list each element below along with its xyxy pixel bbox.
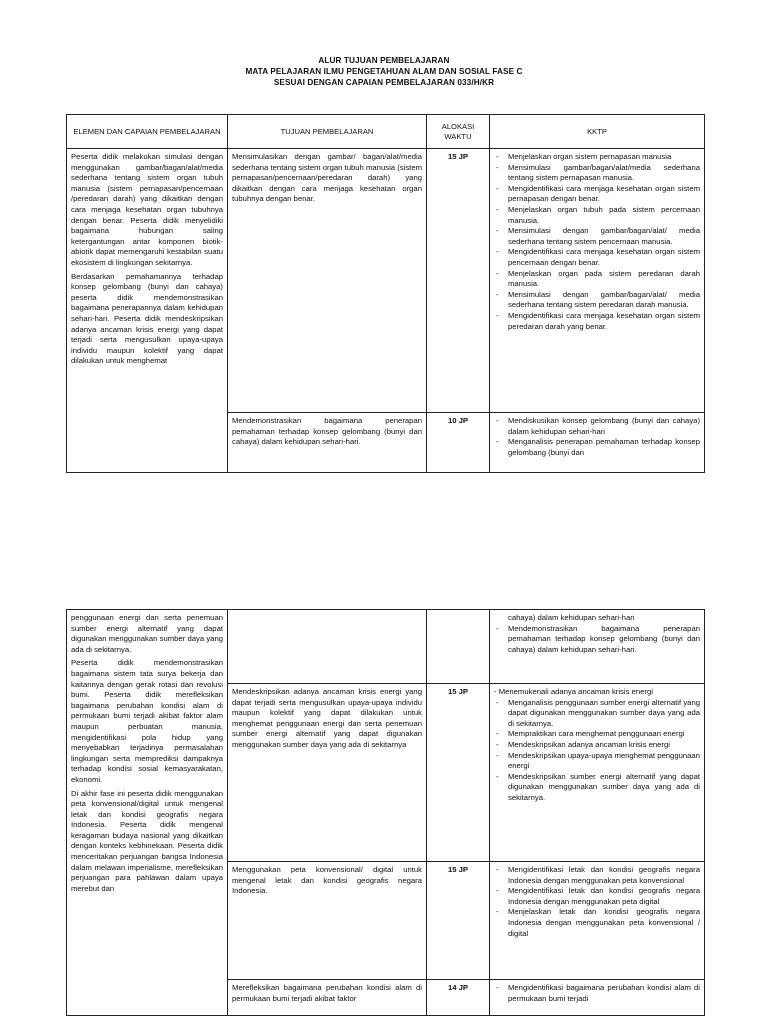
- tujuan-cell-empty: [228, 610, 427, 684]
- alokasi-cell: 10 JP: [427, 413, 490, 473]
- kktp-item: - Mendemonstrasikan bagaimana penerapan pemahaman terhadap konsep gelombang (bunyi dan cahaya) dalam kehidupan sehari-hari.: [494, 624, 700, 656]
- kktp-item: - Menjelaskan organ tubuh pada sistem percernaan manusia.: [494, 205, 700, 226]
- document-title: ALUR TUJUAN PEMBELAJARAN: [318, 56, 450, 65]
- kktp-lead-item: - Menemukenali adanya ancaman krisis energi: [494, 687, 653, 696]
- tujuan-cell: Mendemonstrasikan bagaimana penerapan pemahaman terhadap konsep gelombang (bunyi dan cahaya) dalam kehidupan sehari-hari.: [228, 413, 427, 473]
- kktp-item: - Mensimulasi dengan gambar/bagan/alat/ media sederhana tentang sistem peredaran darah manusia.: [494, 290, 700, 311]
- tujuan-cell: Mensimulasikan dengan gambar/ bagan/alat/media sederhana tentang sistem organ tubuh manusia (sistem pernapasan/pencernaan/peredaran darah) yang dikaitkan dengan cara menjaga kesehatan organ tubuhnya dengan benar.: [228, 149, 427, 413]
- alokasi-cell-empty: [427, 610, 490, 684]
- alokasi-cell: 14 JP: [427, 980, 490, 1016]
- col-header-elemen: ELEMEN DAN CAPAIAN PEMBELAJARAN: [67, 115, 228, 149]
- kktp-item: - Menjelaskan organ pada sistem peredaran darah manusia.: [494, 269, 700, 290]
- learning-path-table-page1: [66, 114, 705, 473]
- elemen-paragraph: Peserta didik mendemonstrasikan bagaimana sistem tata surya bekerja dan kaitannya dengan gerak rotasi dan revolusi bumi. Peserta didik merefleksikan bagaimana perubahan kondisi alam di permukaan bumi terjadi akibat faktor alam maupun perbuatan manusia, mengidentifikasi pola hidup yang menyebabkan terjadinya permasalahan lingkungan serta memprediksi dampaknya terhadap kondisi sosial kemasyarakatan, ekonomi.: [71, 658, 223, 784]
- kktp-cell: [490, 610, 705, 684]
- kktp-cell: [490, 684, 705, 862]
- document-subtitle: MATA PELAJARAN ILMU PENGETAHUAN ALAM DAN SOSIAL FASE C: [245, 67, 523, 76]
- kktp-item: - Mendeskripsikan sumber energi alternatif yang dapat digunakan menggunakan sumber daya yang ada di sekitarnya.: [494, 772, 700, 804]
- elemen-paragraph: Di akhir fase ini peserta didik menggunakan peta konvensional/digital untuk mengenal letak dan kondisi geografis negara Indonesia. Peserta didik mengenal keragaman budaya nasional yang dikaitkan dengan konteks kebhinekaan. Peserta didik menceritakan perjuangan bangsa Indonesia dalam melawan imperialisme, merefleksikan perjuangan para pahlawan dalam upaya merebut dan: [71, 788, 223, 893]
- kktp-cell: [490, 980, 705, 1016]
- learning-path-table-page2: [66, 609, 705, 1016]
- kktp-item: - Mengidentifikasi letak dan kondisi geografis negara Indonesia dengan menggunakan peta konvensional: [494, 865, 700, 886]
- alokasi-cell: 15 JP: [427, 862, 490, 980]
- kktp-item-continued: cahaya) dalam kehidupan sehari-hari: [508, 613, 635, 622]
- kktp-item: - Mengidentifikasi letak dan kondisi geografis negara Indonesia dengan menggunakan peta digital: [494, 886, 700, 907]
- kktp-cell: [490, 149, 705, 413]
- col-header-alokasi: ALOKASI WAKTU: [427, 115, 490, 149]
- kktp-item: - Mensimulasi dengan gambar/bagan/alat/ media sederhana tentang sistem pencernaan manusia.: [494, 226, 700, 247]
- alokasi-cell: 15 JP: [427, 684, 490, 862]
- elemen-paragraph: Peserta didik melakukan simulasi dengan menggunakan gambar/bagan/alat/media sederhana tentang sistem organ tubuh manusia (sistem pernapasan/pencernaan /peredaran darah) yang dikaitkan dengan cara menjaga kesehatan organ tubuhnya dengan benar. Peserta didik menyelidiki bagaimana hubungan saling ketergantungan antar komponen biotik-abiotik dapat memengaruhi kestabilan suatu ekosistem di lingkungan sekitarnya.: [71, 152, 223, 267]
- tujuan-cell: Merefleksikan bagaimana perubahan kondisi alam di permukaan bumi terjadi akibat faktor: [228, 980, 427, 1016]
- col-header-tujuan: TUJUAN PEMBELAJARAN: [228, 115, 427, 149]
- kktp-item: - Menganalisis penggunaan sumber energi alternatif yang dapat digunakan menggunakan sumber daya yang ada di sekitarnya.: [494, 698, 700, 730]
- tujuan-cell: Menggunakan peta konvensional/ digital untuk mengenal letak dan kondisi geografis negara Indonesia.: [228, 862, 427, 980]
- elemen-paragraph: Berdasarkan pemahamannya terhadap konsep gelombang (bunyi dan cahaya) peserta didik mendemonstrasikan bagaimana penerapannya dalam kehidupan sehari-hari. Peserta didik mendeskripsikan adanya ancaman krisis energi yang dapat terjadi serta mengusulkan upaya-upaya individu maupun kolektif yang dapat dilakukan untuk menghemat: [71, 271, 223, 366]
- elemen-cell: [67, 610, 228, 1016]
- kktp-item: - Menjelaskan organ sistem pernapasan manusia: [494, 152, 700, 163]
- alokasi-cell: 15 JP: [427, 149, 490, 413]
- tujuan-cell: Mendeskripsikan adanya ancaman krisis energi yang dapat terjadi serta mengusulkan upaya-upaya individu maupun kolektif yang dapat dilakukan untuk menghemat penggunaan energi dan serta penemuan sumber energi alternatif yang dapat digunakan menggunakan sumber daya yang ada di sekitarnya: [228, 684, 427, 862]
- kktp-item: - Mendiskusikan konsep gelombang (bunyi dan cahaya) dalam kehidupan sehari-hari: [494, 416, 700, 437]
- document-reference: SESUAI DENGAN CAPAIAN PEMBELAJARAN 033/H/KR: [273, 78, 495, 87]
- kktp-item: - Mengidentifikasi cara menjaga kesehatan organ sistem pencernaan dengan benar.: [494, 247, 700, 268]
- kktp-item: - Menjelaskan letak dan kondisi geografis negara Indonesia dengan menggunakan peta konvensional / digital: [494, 907, 700, 939]
- kktp-item: - Mempraktikan cara menghemat penggunaan energi: [494, 729, 700, 740]
- kktp-item: - Mendeskripsikan adanya ancaman krisis energi: [494, 740, 700, 751]
- kktp-item: - Mengidentifikasi cara menjaga kesehatan organ sistem peredaran darah yang benar.: [494, 311, 700, 332]
- kktp-item: - Mendeskripsikan upaya-upaya menghemat penggunaan energi: [494, 751, 700, 772]
- kktp-cell: [490, 862, 705, 980]
- kktp-item: - Menganalisis penerapan pemahaman terhadap konsep gelombang (bunyi dan: [494, 437, 700, 458]
- elemen-cell: [67, 149, 228, 473]
- col-header-kktp: KKTP: [490, 115, 705, 149]
- kktp-item: - Mensimulasi gambar/bagan/alat/media sederhana tentang sistem pernapasan manusia.: [494, 163, 700, 184]
- kktp-cell: [490, 413, 705, 473]
- kktp-item: - Mengidentifikasi bagaimana perubahan kondisi alam di permukaan bumi terjadi: [494, 983, 700, 1004]
- kktp-item: - Mengidentifikasi cara menjaga kesehatan organ sistem pernapasan dengan benar.: [494, 184, 700, 205]
- elemen-paragraph: penggunaan energi dan serta penemuan sumber energi alternatif yang dapat digunakan menggunakan sumber daya yang ada di sekitarnya.: [71, 613, 223, 654]
